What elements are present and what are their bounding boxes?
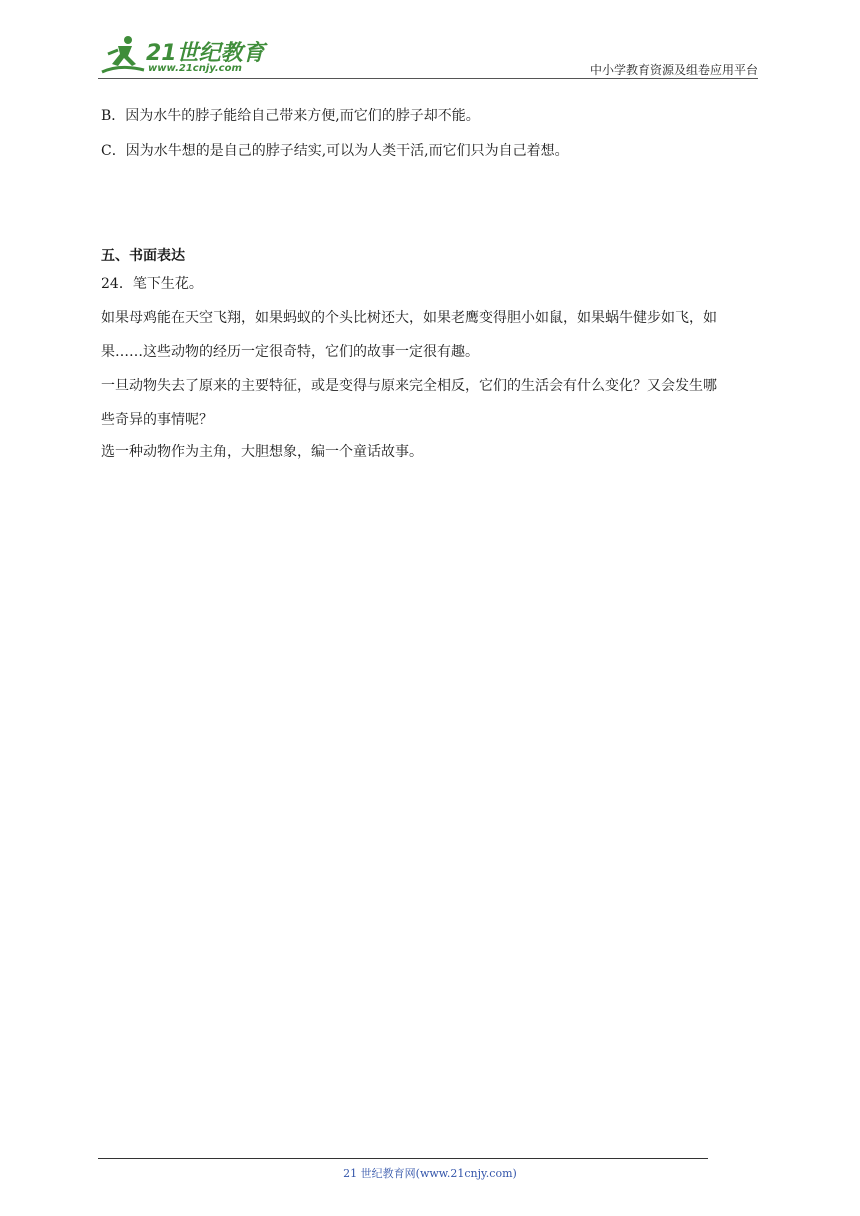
- option-b: B．因为水牛的脖子能给自己带来方便,而它们的脖子却不能。: [101, 108, 480, 124]
- paragraph-2-line-1: 一旦动物失去了原来的主要特征，或是变得与原来完全相反，它们的生活会有什么变化？又会发生哪: [101, 378, 717, 394]
- footer-divider: [98, 1158, 708, 1159]
- paragraph-1-line-2: 果……这些动物的经历一定很奇特，它们的故事一定很有趣。: [101, 344, 479, 360]
- paragraph-2-line-2: 些奇异的事情呢？: [101, 412, 213, 428]
- logo-text: 21世纪教育: [146, 41, 265, 66]
- logo-url: www.21cnjy.com: [148, 63, 242, 74]
- paragraph-1-line-1: 如果母鸡能在天空飞翔，如果蚂蚁的个头比树还大，如果老鹰变得胆小如鼠，如果蜗牛健步如飞，如: [101, 310, 717, 326]
- header-divider: [98, 78, 758, 79]
- option-c: C．因为水牛想的是自己的脖子结实,可以为人类干活,而它们只为自己着想。: [101, 143, 569, 159]
- footer-text: 21 世纪教育网(www.21cnjy.com): [343, 1167, 517, 1180]
- header-slogan: 中小学教育资源及组卷应用平台: [589, 63, 758, 77]
- running-figure-icon: [98, 34, 148, 78]
- section-title: 五、书面表达: [101, 248, 185, 264]
- logo: [98, 34, 268, 78]
- question-24: 24．笔下生花。: [101, 276, 203, 292]
- page-header: [98, 34, 758, 82]
- paragraph-3: 选一种动物作为主角，大胆想象，编一个童话故事。: [101, 444, 423, 460]
